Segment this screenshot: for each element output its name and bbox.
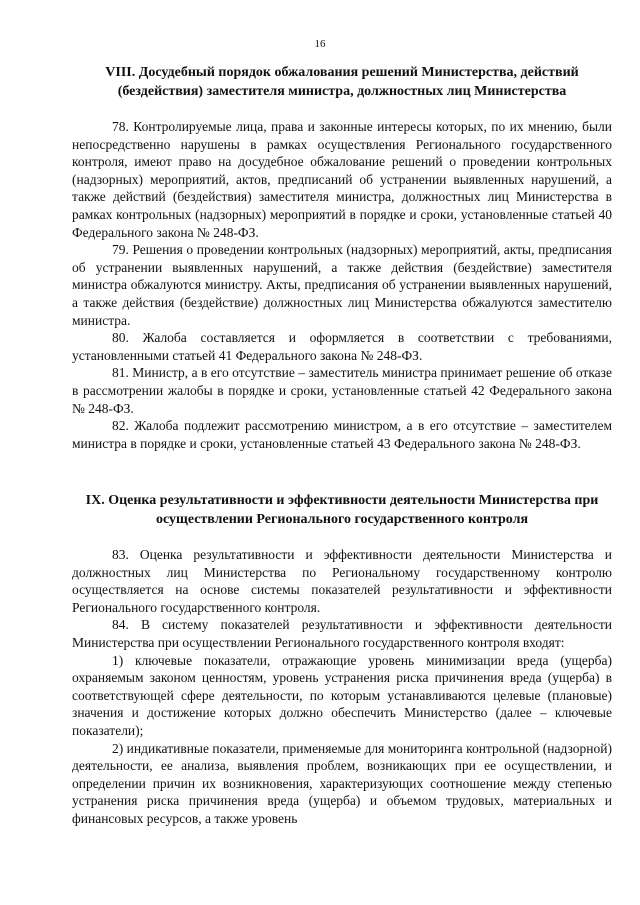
- paragraph-80: 80. Жалоба составляется и оформляется в соответствии с требованиями, установленными статьей 41 Федерального закона № 248-ФЗ.: [72, 330, 612, 363]
- section-8-body: [72, 118, 612, 452]
- list-item-1: 1) ключевые показатели, отражающие уровень минимизации вреда (ущерба) охраняемым законом ценностям, уровень устранения риска причинения вреда (ущерба) в соответствующей сфере деятельности, по которым устанавливаются целевые (плановые) значения и достижение которых должно обеспечить Министерство (далее – ключевые показатели);: [72, 652, 612, 738]
- paragraph-78: 78. Контролируемые лица, права и законные интересы которых, по их мнению, были непосредственно нарушены в рамках осуществления Регионального государственного контроля, имеют право на досудебное обжалование решений о проведении контрольных (надзорных) мероприятий, актов, предписаний об устранении выявленных нарушений, а также действий (бездействия) заместителя министра, должностных лиц Министерства в рамках контрольных (надзорных) мероприятий в порядке и сроки, установленные статьей 40 Федерального закона № 248-ФЗ.: [72, 119, 612, 240]
- list-item-2: 2) индикативные показатели, применяемые для мониторинга контрольной (надзорной) деятельности, ее анализа, выявления проблем, возникающих при ее осуществлении, и определении причин их возникновения, характеризующих соотношение между степенью устранения риска причинения вреда (ущерба) и объемом трудовых, материальных и финансовых ресурсов, а также уровень: [72, 740, 612, 826]
- section-8-heading: VIII. Досудебный порядок обжалования решений Министерства, действий (бездействия) заместителя министра, должностных лиц Министерства: [105, 65, 579, 99]
- section-9-heading: IX. Оценка результативности и эффективности деятельности Министерства при осуществлении Регионального государственного контроля: [85, 493, 599, 527]
- page-number: 16: [314, 38, 326, 50]
- paragraph-81: 81. Министр, а в его отсутствие – заместитель министра принимает решение об отказе в рассмотрении жалобы в порядке и сроки, установленные статьей 42 Федерального закона № 248-ФЗ.: [72, 365, 612, 416]
- paragraph-79: 79. Решения о проведении контрольных (надзорных) мероприятий, акты, предписания об устранении выявленных нарушений, а также действия (бездействие) заместителя министра обжалуются министру. Акты, предписания об устранении выявленных нарушений, а также действия (бездействие) должностных лиц Министерства обжалуются заместителю министра.: [72, 242, 612, 328]
- paragraph-84: 84. В систему показателей результативности и эффективности деятельности Министерства при осуществлении Регионального государственного контроля входят:: [72, 617, 612, 650]
- paragraph-82: 82. Жалоба подлежит рассмотрению министром, а в его отсутствие – заместителем министра в порядке и сроки, установленные статьей 43 Федерального закона № 248-ФЗ.: [72, 418, 612, 451]
- section-9-body: [72, 546, 612, 828]
- paragraph-83: 83. Оценка результативности и эффективности деятельности Министерства и должностных лиц Министерства по Региональному государственному контролю осуществляется на основе системы показателей результативности и эффективности Регионального государственного контроля.: [72, 547, 612, 615]
